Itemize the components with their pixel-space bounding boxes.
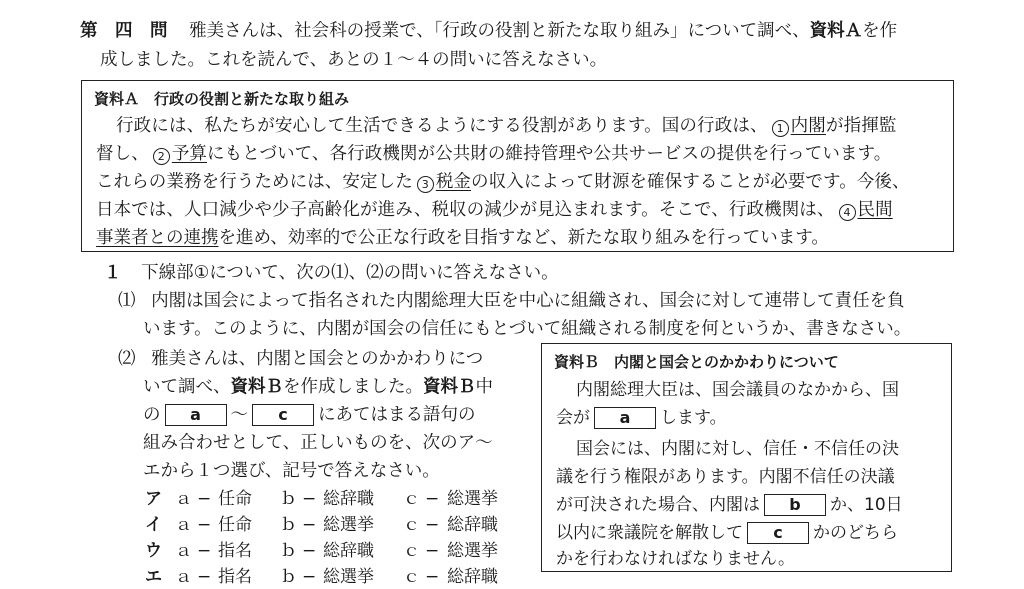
resource-a-title: 資料Ａ 行政の役割と新たな取り組み [94,90,350,108]
subquestion-number: １ [104,263,122,283]
resource-b-line1: 内閣総理大臣は、国会議員のなかから、国 [576,380,899,400]
blank-c-box: c [747,522,809,544]
underlined-cabinet: 内閣 [790,116,826,136]
question-text: 雅美さんは、社会科の授業で、「行政の役割と新たな取り組み」について調べ、 [189,21,810,41]
subquestion-1-text: 下線部①について、次の⑴、⑵の問いに答えなさい。 [141,263,559,283]
underlined-partnership: 事業者との連携 [96,228,219,248]
question-number: 第 四 問 [80,21,168,41]
resource-b-line7: かを行わなければなりません。 [556,549,796,569]
circle-number-4: 4 [839,204,856,221]
resource-b-line5: が可決された場合、内閣は b か、10日 [556,495,903,515]
part-1-line2: います。このように、内閣が国会の信任にもとづいて組織される制度を何というか、書きなさい。 [143,319,912,339]
resource-b-line2: 会が a します。 [556,408,727,428]
part-2-line3: の a 〜 c にあてはまる語句の [143,405,476,425]
question-4-line2: 成しました。これを読んで、あとの１〜４の問いに答えなさい。 [100,50,608,70]
blank-c: c [252,404,314,426]
circle-number-2: 2 [153,148,170,165]
resource-b-ref: 資料Ｂ [230,377,283,397]
part-1-line1: ⑴ 内閣は国会によって指名された内閣総理大臣を中心に組織され、国会に対して連帯して責任を負 [118,291,905,311]
resource-a-line4: 日本では、人口減少や少子高齢化が進み、税収の減少が見込まれます。そこで、行政機関は、 4 民間 [96,200,893,220]
part-2-line2: いて調べ、資料Ｂを作成しました。資料Ｂ中 [143,377,493,397]
resource-a-line3: これらの業務を行うためには、安定した 3 税金の収入によって財源を確保することが必要です。今後、 [96,172,910,192]
resource-b-line4: 議を行う権限があります。内閣不信任の決議 [556,467,895,487]
part-1-number: ⑴ [118,291,136,311]
resource-a-line5: 事業者との連携を進め、効率的で公正な行政を目指すなど、新たな取り組みを行っています。 [96,228,829,248]
option-e[interactable]: エ ａ − 指名 ｂ − 総選挙 ｃ − 総辞職 [145,567,498,587]
underlined-tax: 税金 [435,172,472,192]
resource-a-box [81,80,954,252]
part-2-line4: 組み合わせとして、正しいものを、次のア〜 [143,433,493,453]
resource-a-ref: 資料Ａ [809,21,863,41]
question-4-line1 [80,20,897,42]
underlined-private: 民間 [857,200,893,220]
resource-a-line2: 督し、 2 予算にもとづいて、各行政機関が公共財の維持管理や公共サービスの提供を行っています。 [96,144,892,164]
resource-a-line1: 行政には、私たちが安心して生活できるようにする役割があります。国の行政は、 1 内閣が指揮監 [116,116,897,136]
circle-number-3: 3 [417,176,434,193]
resource-b-box [541,343,952,572]
resource-b-line6: 以内に衆議院を解散して c かのどちら [556,523,898,543]
resource-b-ref-2: 資料Ｂ [423,377,476,397]
blank-a: a [165,404,227,426]
option-i[interactable]: イ ａ − 任命 ｂ − 総選挙 ｃ − 総辞職 [145,515,498,535]
part-2-number: ⑵ [118,349,136,369]
part-2-line1: ⑵ 雅美さんは、内閣と国会とのかかわりにつ [118,349,484,369]
blank-b-box: b [764,494,826,516]
resource-b-line3: 国会には、内閣に対し、信任・不信任の決 [576,439,899,459]
underlined-budget: 予算 [171,144,208,164]
question-text-end: を作 [862,21,898,41]
option-a[interactable]: ア ａ − 任命 ｂ − 総辞職 ｃ − 総選挙 [145,489,498,509]
circle-number-1: 1 [772,120,789,137]
option-u[interactable]: ウ ａ − 指名 ｂ − 総辞職 ｃ − 総選挙 [145,541,498,561]
subquestion-1 [104,262,559,284]
part-2-line5: エから１つ選び、記号で答えなさい。 [143,461,440,481]
resource-b-title: 資料Ｂ 内閣と国会とのかかわりについて [554,353,839,371]
blank-a-box: a [594,407,656,429]
